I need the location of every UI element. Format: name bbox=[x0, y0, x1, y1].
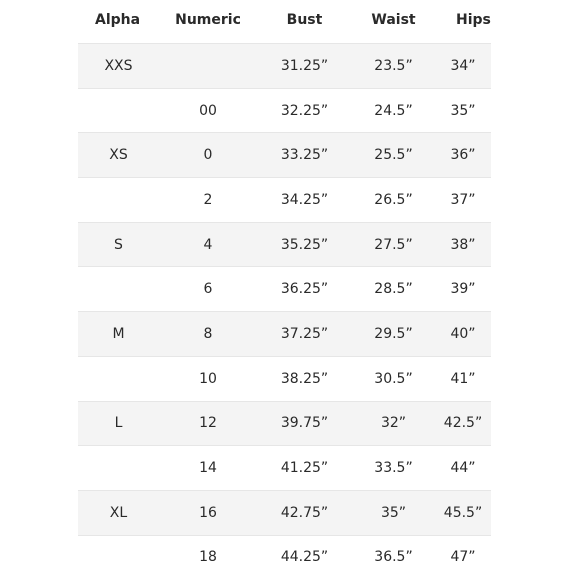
numeric-cell: 2 bbox=[203, 191, 213, 208]
table-row bbox=[78, 88, 491, 133]
table-row bbox=[78, 356, 491, 401]
waist-cell: 28.5” bbox=[374, 281, 413, 298]
bust-cell: 31.25” bbox=[280, 57, 329, 74]
hips-cell: 36” bbox=[450, 147, 476, 164]
table-row bbox=[78, 401, 491, 446]
hips-cell: 37” bbox=[450, 191, 476, 208]
alpha-value: S bbox=[114, 236, 123, 253]
waist-cell: 30.5” bbox=[374, 370, 413, 387]
alpha-cell bbox=[78, 44, 159, 88]
hips-cell: 47” bbox=[450, 549, 476, 566]
alpha-cell bbox=[78, 491, 159, 535]
waist-cell: 24.5” bbox=[374, 102, 413, 119]
alpha-cell bbox=[78, 133, 159, 177]
alpha-cell bbox=[78, 446, 159, 490]
waist-cell: 27.5” bbox=[374, 236, 413, 253]
waist-cell: 25.5” bbox=[374, 147, 413, 164]
hips-cell: 41” bbox=[450, 370, 476, 387]
table-row bbox=[78, 177, 491, 222]
table-row bbox=[78, 266, 491, 311]
waist-cell: 35” bbox=[380, 504, 407, 521]
bust-column-header: Bust bbox=[286, 12, 323, 28]
alpha-cell bbox=[78, 178, 159, 222]
numeric-cell: 4 bbox=[203, 236, 213, 253]
bust-cell: 36.25” bbox=[280, 281, 329, 298]
numeric-cell: 8 bbox=[203, 325, 213, 342]
alpha-cell bbox=[78, 312, 159, 356]
table-row bbox=[78, 132, 491, 177]
waist-cell: 36.5” bbox=[374, 549, 413, 566]
bust-cell: 37.25” bbox=[280, 325, 329, 342]
numeric-cell: 18 bbox=[199, 549, 217, 566]
hips-cell: 42.5” bbox=[443, 415, 483, 432]
hips-cell: 45.5” bbox=[443, 504, 483, 521]
alpha-value: XL bbox=[109, 504, 128, 521]
table-row bbox=[78, 490, 491, 535]
waist-column-header: Waist bbox=[371, 12, 416, 28]
hips-cell: 35” bbox=[450, 102, 476, 119]
numeric-cell: 14 bbox=[199, 460, 217, 477]
numeric-cell: 16 bbox=[199, 504, 217, 521]
size-chart-header bbox=[78, 0, 491, 40]
numeric-cell bbox=[159, 44, 257, 88]
numeric-cell: 10 bbox=[199, 370, 217, 387]
bust-cell: 42.75” bbox=[280, 504, 329, 521]
alpha-cell bbox=[78, 402, 159, 446]
hips-cell: 38” bbox=[450, 236, 476, 253]
waist-cell: 26.5” bbox=[374, 191, 413, 208]
table-row bbox=[78, 445, 491, 490]
bust-cell: 32.25” bbox=[280, 102, 329, 119]
hips-cell: 39” bbox=[450, 281, 476, 298]
alpha-column-header: Alpha bbox=[95, 12, 141, 28]
alpha-value: XXS bbox=[104, 57, 133, 74]
table-row bbox=[78, 311, 491, 356]
waist-cell: 23.5” bbox=[374, 57, 413, 74]
bust-cell: 35.25” bbox=[280, 236, 329, 253]
hips-column-header: Hips bbox=[456, 12, 491, 28]
hips-cell: 34” bbox=[450, 57, 476, 74]
numeric-cell: 12 bbox=[199, 415, 217, 432]
waist-cell: 33.5” bbox=[374, 460, 413, 477]
bust-cell: 38.25” bbox=[280, 370, 329, 387]
bust-cell: 34.25” bbox=[280, 191, 329, 208]
numeric-column-header: Numeric bbox=[175, 12, 241, 28]
alpha-value: L bbox=[114, 415, 123, 432]
alpha-cell bbox=[78, 267, 159, 311]
bust-cell: 33.25” bbox=[280, 147, 329, 164]
waist-cell: 32” bbox=[380, 415, 407, 432]
alpha-value: M bbox=[112, 325, 125, 342]
table-row bbox=[78, 222, 491, 267]
hips-cell: 40” bbox=[450, 325, 476, 342]
table-row bbox=[78, 43, 491, 88]
hips-cell: 44” bbox=[450, 460, 476, 477]
size-chart-table bbox=[78, 43, 491, 579]
numeric-cell: 6 bbox=[203, 281, 213, 298]
table-row bbox=[78, 535, 491, 580]
waist-cell: 29.5” bbox=[374, 325, 413, 342]
alpha-cell bbox=[78, 89, 159, 133]
numeric-cell: 0 bbox=[203, 147, 213, 164]
bust-cell: 39.75” bbox=[280, 415, 329, 432]
alpha-cell bbox=[78, 536, 159, 580]
numeric-cell: 00 bbox=[199, 102, 217, 119]
bust-cell: 44.25” bbox=[280, 549, 329, 566]
alpha-cell bbox=[78, 223, 159, 267]
alpha-value: XS bbox=[109, 147, 128, 164]
bust-cell: 41.25” bbox=[280, 460, 329, 477]
alpha-cell bbox=[78, 357, 159, 401]
